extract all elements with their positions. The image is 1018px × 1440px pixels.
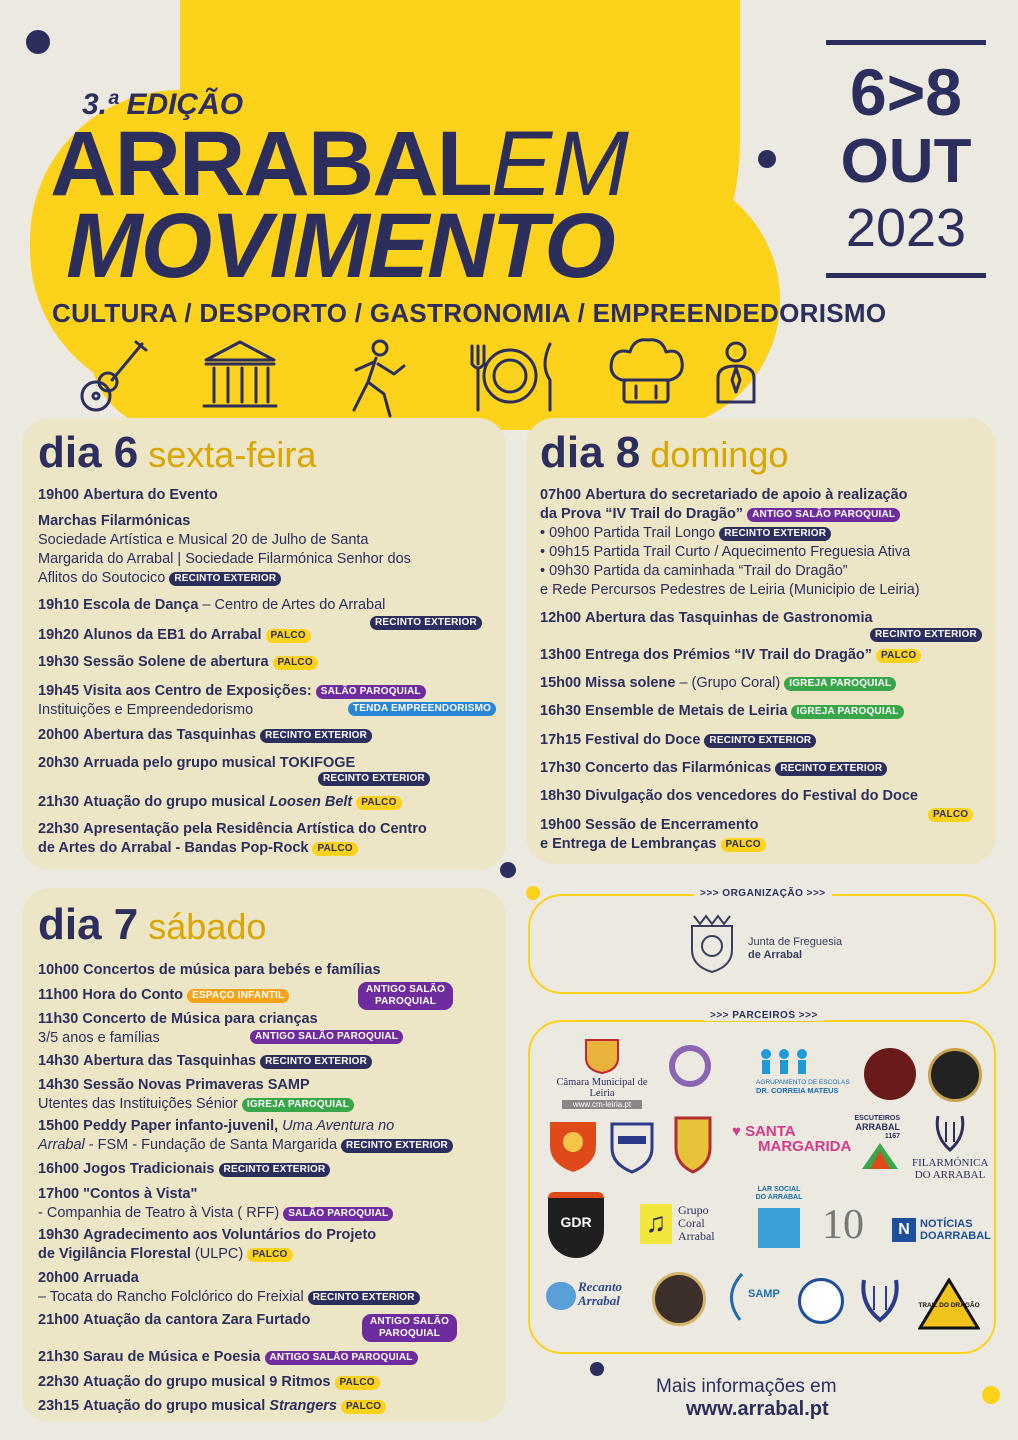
partner-samp: SAMP [720, 1272, 746, 1325]
date-month: OUT [840, 127, 972, 196]
day6-event-1: 19h00 Abertura do Evento [38, 487, 218, 503]
partner-recanto-arrabal: Recanto Arrabal [546, 1280, 622, 1308]
partner-soutocico-icon [608, 1118, 656, 1174]
badge: IGREJA PAROQUIAL [791, 705, 903, 719]
badge: SALÃO PAROQUIAL [316, 685, 426, 699]
partner-agrupamento: AGRUPAMENTO DE ESCOLAS DR. CORREIA MATEUS [756, 1046, 850, 1095]
dot [982, 1386, 1000, 1404]
badge: IGREJA PAROQUIAL [784, 677, 896, 691]
day7-weekday: sábado [148, 906, 267, 947]
day8-weekday: domingo [650, 434, 789, 475]
partner-dark-badge-logo [652, 1272, 706, 1326]
day7-event-11: 21h00 Atuação da cantora Zara Furtado [38, 1312, 311, 1328]
subtitle: CULTURA / DESPORTO / GASTRONOMIA / EMPREENDEDORISMO [52, 298, 887, 328]
badge: PALCO [341, 1400, 386, 1414]
partner-noticias-arrabal: N NOTÍCIAS DOARRABAL [892, 1218, 991, 1242]
dot [526, 886, 540, 900]
guitar-icon [82, 342, 146, 410]
badge: PALCO [247, 1248, 292, 1262]
badge: RECINTO EXTERIOR [318, 772, 430, 786]
day7-event-7: 16h00 Jogos Tradicionais RECINTO EXTERIOR [38, 1160, 330, 1179]
noticias-n-icon: N [892, 1218, 916, 1242]
badge: ESPAÇO INFANTIL [187, 989, 289, 1003]
dot [26, 30, 50, 54]
badge: RECINTO EXTERIOR [775, 762, 887, 776]
day8-event-9: 19h00 Sessão de Encerramento e Entrega de Lembranças PALCO [540, 816, 766, 854]
organizacao-title: >>> ORGANIZAÇÃO >>> [694, 888, 832, 899]
partner-gdr: GDR [548, 1192, 604, 1258]
day7-event-1: 10h00 Concertos de música para bebés e famílias [38, 962, 381, 978]
day8-event-2: 12h00 Abertura das Tasquinhas de Gastronomia [540, 610, 873, 626]
day6-event-8: 20h30 Arruada pelo grupo musical TOKIFOGE [38, 755, 356, 771]
day6-heading [38, 428, 316, 478]
heart-icon: ♥ [732, 1123, 741, 1140]
dot [590, 1362, 604, 1376]
day6-weekday: sexta-feira [148, 434, 317, 475]
badge: ANTIGO SALÃO PAROQUIAL [358, 982, 453, 1010]
day6-event-4: 19h20 Alunos da EB1 do Arrabal PALCO [38, 626, 311, 645]
day6-event-3: 19h10 Escola de Dança – Centro de Artes do Arrabal [38, 597, 386, 613]
day8-event-6: 17h15 Festival do Doce RECINTO EXTERIOR [540, 731, 816, 750]
badge: RECINTO EXTERIOR [169, 572, 281, 586]
day8-heading [540, 428, 788, 478]
businessman-icon [718, 343, 754, 402]
escuteiros-star-icon [860, 1141, 900, 1171]
day7-event-8: 17h00 "Contos à Vista" - Companhia de Teatro à Vista ( RFF) SALÃO PAROQUIAL [38, 1185, 393, 1223]
day7-event-14: 23h15 Atuação do grupo musical Strangers PALCO [38, 1397, 386, 1416]
title-em: EM [490, 113, 629, 215]
day8-event-3: 13h00 Entrega dos Prémios “IV Trail do Dragão” PALCO [540, 646, 921, 665]
badge: RECINTO EXTERIOR [704, 734, 816, 748]
partner-circle-logo-icon [668, 1044, 712, 1088]
day8-event-5: 16h30 Ensemble de Metais de Leiria IGREJA PAROQUIAL [540, 702, 904, 721]
badge: RECINTO EXTERIOR [219, 1163, 331, 1177]
badge: RECINTO EXTERIOR [341, 1139, 453, 1153]
partner-lar-social: LAR SOCIAL DO ARRABAL [752, 1186, 806, 1248]
badge: RECINTO EXTERIOR [870, 628, 982, 642]
partner-escuteiros: ESCUTEIROS ARRABAL 1167 [838, 1114, 900, 1174]
day7-event-12: 21h30 Sarau de Música e Poesia ANTIGO SALÃO PAROQUIAL [38, 1348, 418, 1367]
day6-event-10: 22h30 Apresentação pela Residência Artística do Centro de Artes do Arrabal - Bandas Pop-Rock PALCO [38, 821, 427, 856]
day8-event-8: 18h30 Divulgação dos vencedores do Festival do Doce [540, 788, 918, 804]
lyre-crest-icon [930, 1112, 970, 1154]
junta-freguesia-crest-icon [684, 912, 740, 974]
day6-num: dia 6 [38, 428, 139, 477]
badge: PALCO [876, 649, 921, 663]
day6-event-9: 21h30 Atuação do grupo musical Loosen Belt PALCO [38, 793, 402, 812]
day7-event-6: 15h00 Peddy Paper infanto-juvenil, Uma Aventura no Arrabal - FSM - Fundação de Santa Margarida RECINTO EXTERIOR [38, 1117, 453, 1155]
badge: PALCO [335, 1376, 380, 1390]
partner-grupo-coral: ♫ Grupo Coral Arrabal [640, 1204, 715, 1243]
website-link[interactable]: www.arrabal.pt [686, 1398, 829, 1420]
day8-event-4: 15h00 Missa solene – (Grupo Coral) IGREJA PAROQUIAL [540, 674, 896, 693]
badge: PALCO [721, 838, 766, 852]
day6-event-5: 19h30 Sessão Solene de abertura PALCO [38, 653, 318, 672]
badge: RECINTO EXTERIOR [719, 527, 831, 541]
date-range: 6>8 [850, 55, 962, 129]
day7-event-2: 11h00 Hora do Conto ESPAÇO INFANTIL [38, 986, 289, 1005]
badge: PALCO [356, 796, 401, 810]
partner-blue-circle-logo [798, 1278, 844, 1324]
badge: RECINTO EXTERIOR [260, 729, 372, 743]
badge: PALCO [312, 842, 357, 856]
lar-social-square-icon [758, 1208, 800, 1248]
day8-event-7: 17h30 Concerto das Filarmónicas RECINTO EXTERIOR [540, 759, 887, 778]
badge: SALÃO PAROQUIAL [283, 1207, 393, 1221]
date-year: 2023 [845, 198, 967, 258]
partner-santa-margarida: ♥ SANTA MARGARIDA [732, 1123, 852, 1155]
music-note-icon: ♫ [640, 1204, 672, 1244]
more-info-label: Mais informações em [656, 1376, 837, 1397]
dot [758, 150, 776, 168]
badge: ANTIGO SALÃO PAROQUIAL [747, 508, 900, 522]
badge: RECINTO EXTERIOR [260, 1055, 372, 1069]
cloud-icon [546, 1282, 576, 1310]
title-line-2: MOVIMENTO [66, 195, 614, 297]
badge: PALCO [928, 808, 973, 822]
dot [500, 862, 516, 878]
day7-heading [38, 900, 266, 950]
museum-icon [204, 342, 276, 406]
day7-event-9: 19h30 Agradecimento aos Voluntários do Projeto de Vigilância Florestal (ULPC) PALCO [38, 1227, 377, 1262]
plate-cutlery-icon [472, 344, 550, 410]
partner-ccrf-icon [672, 1114, 714, 1174]
badge: PALCO [273, 656, 318, 670]
day6-event-7: 20h00 Abertura das Tasquinhas RECINTO EXTERIOR [38, 726, 372, 745]
day7-event-4: 14h30 Abertura das Tasquinhas RECINTO EXTERIOR [38, 1052, 372, 1071]
badge: ANTIGO SALÃO PAROQUIAL [265, 1351, 418, 1365]
people-group-icon [756, 1046, 826, 1076]
date-box [826, 40, 986, 278]
badge: TENDA EMPREENDORISMO [348, 702, 496, 716]
svg-text:10: 10 [822, 1202, 864, 1248]
partner-ten-years-icon [820, 1196, 880, 1250]
day7-event-10: 20h00 Arruada – Tocata do Rancho Folclórico do Freixial RECINTO EXTERIOR [38, 1269, 420, 1307]
title-arrabal: ARRABAL [50, 113, 491, 215]
day7-num: dia 7 [38, 900, 139, 949]
parceiros-title: >>> PARCEIROS >>> [704, 1010, 824, 1021]
day8-event-1: 07h00 Abertura do secretariado de apoio à realização da Prova “IV Trail do Dragão” ANTIGO SALÃO PAROQUIAL • 09h00 Partida Trail Longo RECINTO EXTERIOR • 09h15 Partida Trail Curto / Aquecimento Freguesia Ativa • 09h30 Partida da caminhada “Trail do Dragão” e Rede Percursos Pedestres de Leiria (Municipio de Leiria) [540, 487, 920, 598]
badge: ANTIGO SALÃO PAROQUIAL [250, 1030, 403, 1044]
day8-num: dia 8 [540, 428, 641, 477]
leiria-crest-icon [582, 1034, 622, 1074]
partner-dark-circle-logo [928, 1048, 982, 1102]
samp-wave-icon [720, 1272, 746, 1322]
day6-event-2: Marchas Filarmónicas Sociedade Artística e Musical 20 de Julho de Santa Margarida do Arrabal | Sociedade Filarmónica Senhor dos Aflitos do Soutocico RECINTO EXTERIOR [38, 513, 411, 586]
badge: RECINTO EXTERIOR [370, 616, 482, 630]
chef-hat-icon [611, 340, 682, 402]
badge: PALCO [266, 629, 311, 643]
partner-cm-leiria: Câmara Municipal de Leiria www.cm-leiria.pt [544, 1034, 660, 1109]
junta-freguesia-name: Junta de Freguesia de Arrabal [748, 936, 843, 961]
partner-red-circle-logo [864, 1048, 916, 1100]
icons-row [78, 336, 768, 420]
edition-label: 3.ª EDIÇÃO [82, 88, 244, 121]
partner-filarmonica: FILARMÓNICA DO ARRABAL [912, 1112, 988, 1181]
day7-event-13: 22h30 Atuação do grupo musical 9 Ritmos PALCO [38, 1373, 380, 1392]
badge: IGREJA PAROQUIAL [242, 1098, 354, 1112]
partner-lyre-icon [858, 1276, 902, 1324]
day7-event-5: 14h30 Sessão Novas Primaveras SAMP Utentes das Instituições Sénior IGREJA PAROQUIAL [38, 1076, 354, 1114]
partner-trail-dragao: TRAIL DO DRAGÃO [918, 1278, 980, 1330]
day6-event-6: 19h45 Visita aos Centro de Exposições: SALÃO PAROQUIAL Instituições e Empreendedorismo [38, 682, 426, 720]
partner-crest-orange-icon [546, 1114, 600, 1174]
badge: RECINTO EXTERIOR [308, 1291, 420, 1305]
badge: ANTIGO SALÃO PAROQUIAL [362, 1314, 457, 1342]
day7-event-3: 11h30 Concerto de Música para crianças 3/5 anos e famílias [38, 1011, 318, 1046]
runner-icon [354, 341, 404, 416]
